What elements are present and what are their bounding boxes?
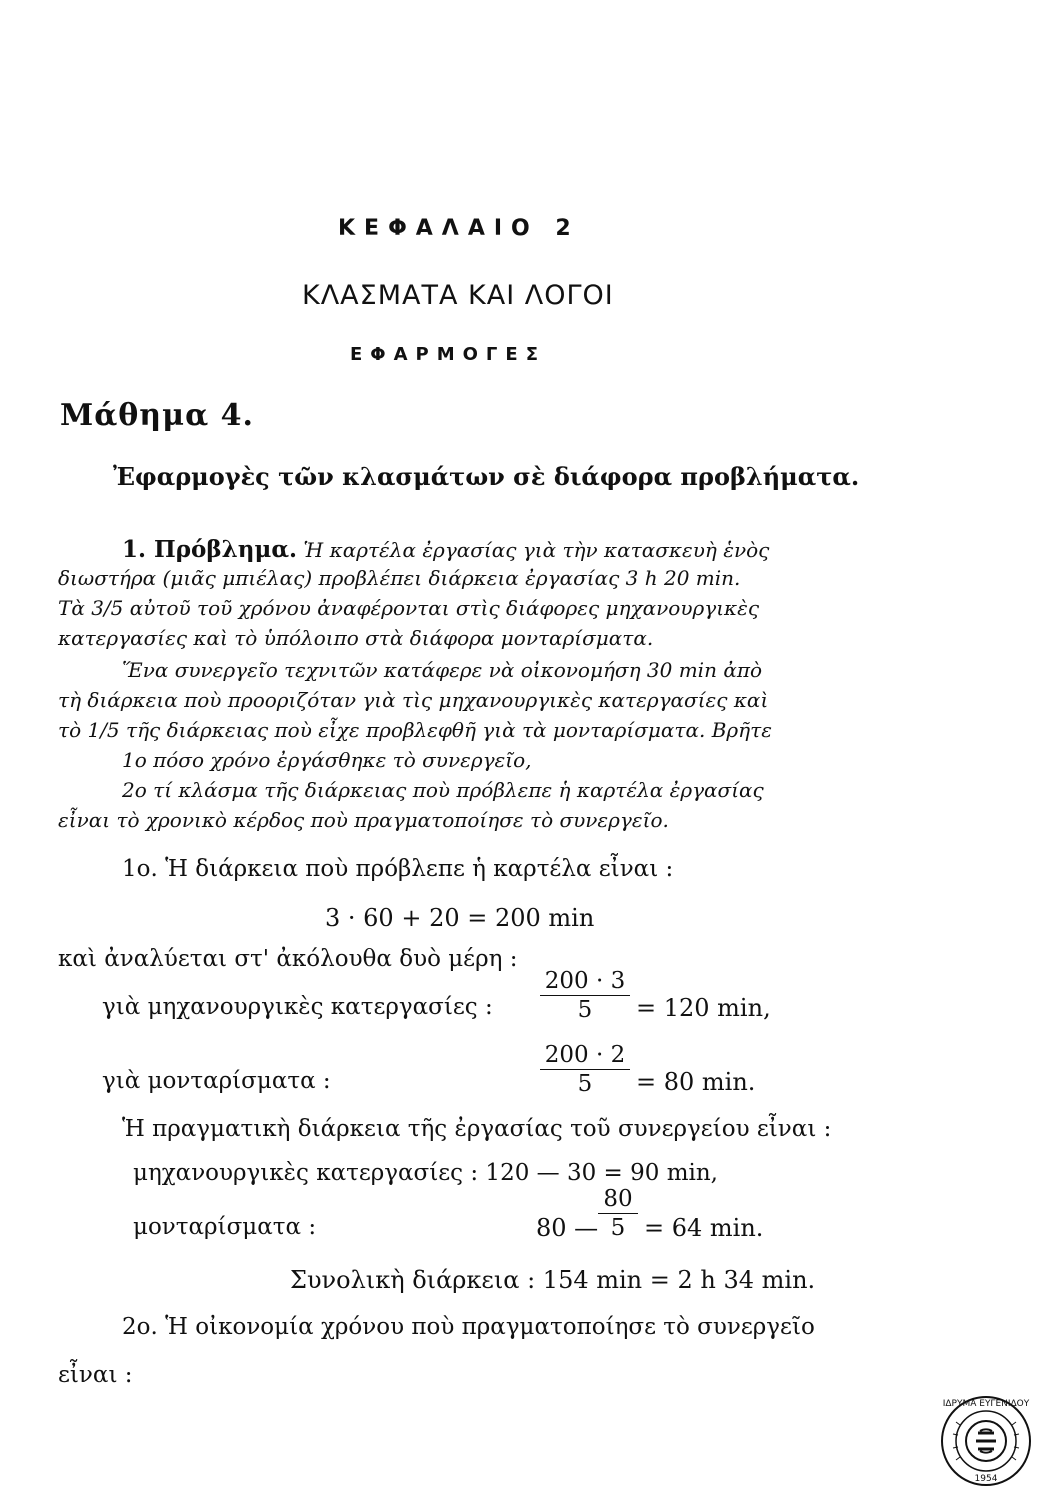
fraction-bar [540, 1069, 630, 1070]
problem-line-3: Τὰ 3/5 αὐτοῦ τοῦ χρόνου ἀναφέρονται στὶς διάφορες μηχανουργικὲς [58, 596, 760, 620]
assembly-denominator: 5 [577, 1071, 593, 1097]
actual-assembly-fraction [598, 1186, 638, 1241]
split-intro: καὶ ἀναλύεται στ' ἀκόλουθα δυὸ μέρη : [58, 946, 518, 972]
actual-machining: μηχανουργικὲς κατεργασίες : 120 — 30 = 90 min, [133, 1160, 718, 1186]
actual-assembly-pre: 80 — [536, 1214, 599, 1242]
actual-intro: Ἡ πραγματικὴ διάρκεια τῆς ἐργασίας τοῦ συνεργείου εἶναι : [122, 1116, 832, 1142]
problem-line-2: διωστήρα (μιᾶς μπιέλας) προβλέπει διάρκεια ἐργασίας 3 h 20 min. [58, 566, 741, 590]
actual-assembly-result: = 64 min. [644, 1214, 764, 1242]
assembly-result: = 80 min. [636, 1068, 756, 1096]
lesson-heading: Ἐφαρμογὲς τῶν κλασμάτων σὲ διάφορα προβλήματα. [113, 462, 860, 491]
actual-assembly-denominator: 5 [610, 1215, 626, 1241]
problem-label: 1. Πρόβλημα. [122, 536, 298, 563]
problem-question-2: 2ο τί κλάσμα τῆς διάρκειας ποὺ πρόβλεπε ἡ καρτέλα ἐργασίας [122, 778, 764, 802]
problem-question-1: 1ο πόσο χρόνο ἐργάσθηκε τὸ συνεργεῖο, [122, 748, 532, 772]
problem-line-6: τὴ διάρκεια ποὺ προοριζόταν γιὰ τὶς μηχανουργικὲς κατεργασίες καὶ [58, 688, 769, 712]
machining-fraction [540, 968, 630, 1023]
seal-year: 1954 [974, 1474, 998, 1484]
problem-line-1 [122, 536, 769, 563]
seal-text: ΙΔΡΥΜΑ ΕΥΓΕΝΙΔΟΥ [942, 1399, 1030, 1409]
actual-assembly-label: μονταρίσματα : [133, 1214, 317, 1240]
step2-continuation: εἶναι : [58, 1362, 133, 1388]
problem-line-10: εἶναι τὸ χρονικὸ κέρδος ποὺ πραγματοποίησε τὸ συνεργεῖο. [58, 808, 669, 832]
problem-line-4: κατεργασίες καὶ τὸ ὑπόλοιπο στὰ διάφορα μονταρίσματα. [58, 626, 654, 650]
foundation-seal-icon [940, 1395, 1032, 1487]
step1-equation: 3 · 60 + 20 = 200 min [325, 904, 595, 932]
problem-text: Ἡ καρτέλα ἐργασίας γιὰ τὴν κατασκευὴ ἑνὸς [303, 538, 770, 562]
fraction-bar [540, 995, 630, 996]
step1-intro: 1ο. Ἡ διάρκεια ποὺ πρόβλεπε ἡ καρτέλα εἶναι : [122, 856, 674, 882]
lesson-title: Μάθημα 4. [60, 398, 254, 433]
total-duration: Συνολικὴ διάρκεια : 154 min = 2 h 34 min. [290, 1266, 816, 1294]
step2-intro: 2ο. Ἡ οἰκονομία χρόνου ποὺ πραγματοποίησε τὸ συνεργεῖο [122, 1314, 815, 1340]
assembly-numerator: 200 · 2 [544, 1042, 626, 1068]
problem-line-5: Ἕνα συνεργεῖο τεχνιτῶν κατάφερε νὰ οἰκονομήση 30 min ἀπὸ [122, 658, 763, 682]
machining-result: = 120 min, [636, 994, 771, 1022]
machining-denominator: 5 [577, 997, 593, 1023]
actual-assembly-numerator: 80 [603, 1186, 633, 1212]
chapter-title: ΚΛΑΣΜΑΤΑ ΚΑΙ ΛΟΓΟΙ [302, 280, 614, 311]
machining-numerator: 200 · 3 [544, 968, 626, 994]
fraction-bar [598, 1213, 638, 1214]
problem-line-7: τὸ 1/5 τῆς διάρκειας ποὺ εἶχε προβλεφθῆ γιὰ τὰ μονταρίσματα. Βρῆτε [58, 718, 772, 742]
section-label: ΕΦΑΡΜΟΓΕΣ [350, 344, 546, 365]
assembly-fraction [540, 1042, 630, 1097]
machining-label: γιὰ μηχανουργικὲς κατεργασίες : [102, 994, 493, 1020]
assembly-label: γιὰ μονταρίσματα : [102, 1068, 331, 1094]
chapter-label: ΚΕΦΑΛΑΙΟ 2 [338, 216, 580, 241]
